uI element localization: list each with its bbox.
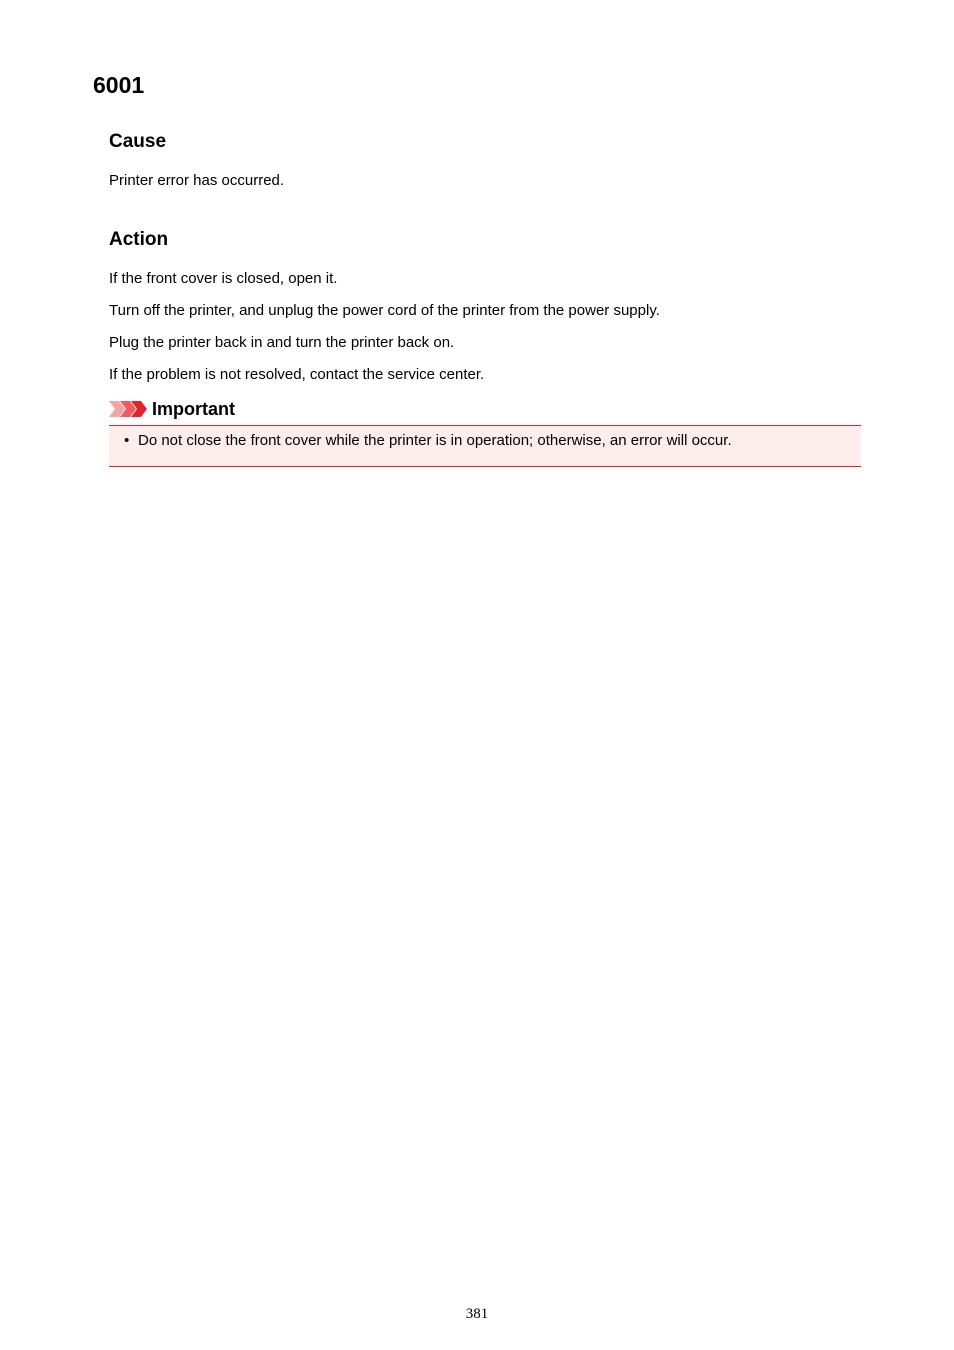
cause-text: Printer error has occurred. bbox=[109, 172, 285, 189]
important-chevrons-icon bbox=[109, 401, 148, 417]
page-title: 6001 bbox=[93, 72, 145, 98]
action-step-4: If the problem is not resolved, contact the service center. bbox=[109, 366, 485, 383]
important-header bbox=[109, 397, 235, 421]
important-item-text: Do not close the front cover while the printer is in operation; otherwise, an error will occur. bbox=[138, 432, 732, 449]
page-number: 381 bbox=[465, 1306, 489, 1322]
important-list-item bbox=[124, 431, 732, 451]
important-box bbox=[109, 425, 861, 467]
important-label: Important bbox=[152, 399, 235, 419]
action-step-1: If the front cover is closed, open it. bbox=[109, 270, 338, 287]
action-step-2: Turn off the printer, and unplug the power cord of the printer from the power supply. bbox=[109, 302, 660, 319]
action-heading: Action bbox=[109, 229, 169, 250]
cause-heading: Cause bbox=[109, 131, 167, 152]
action-step-3: Plug the printer back in and turn the printer back on. bbox=[109, 334, 455, 351]
bullet: • bbox=[124, 432, 130, 449]
